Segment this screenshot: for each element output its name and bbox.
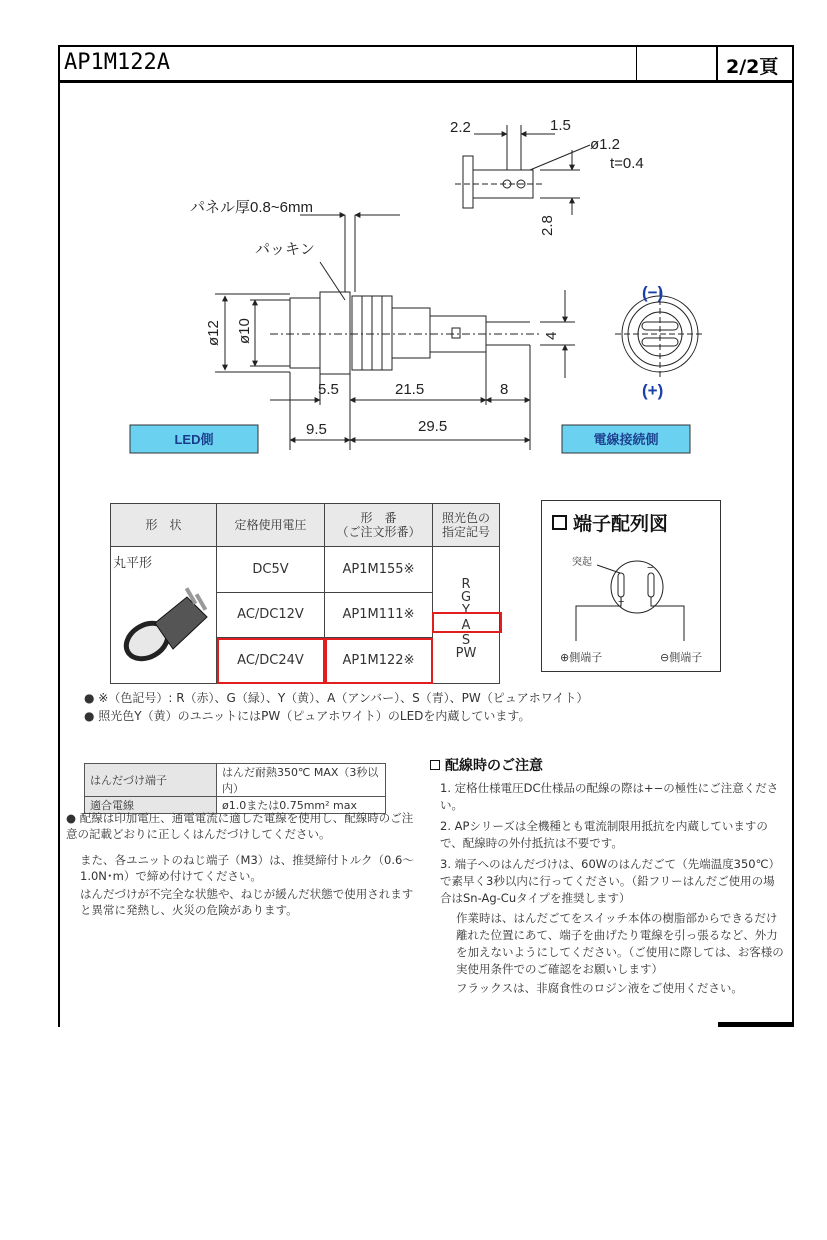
dim-9-5: 9.5	[306, 421, 327, 438]
table-row	[111, 547, 500, 593]
terminal-schematic	[542, 501, 720, 671]
color-code: Y	[462, 603, 470, 618]
solder-label: はんだづけ端子	[85, 764, 217, 797]
dim-d1-2: ø1.2	[590, 136, 621, 153]
product-photo	[115, 579, 215, 669]
terminal-diagram-box	[541, 500, 721, 672]
color-code: S	[461, 633, 471, 648]
document-title: AP1M122A	[64, 50, 170, 75]
terminal-flange	[463, 156, 473, 208]
caution-item-2: 2. APシリーズは全機種とも電流制限用抵抗を内蔵していますので、配線時の外付抵抗は不要です。	[440, 819, 768, 850]
dim-4: 4	[543, 331, 560, 340]
color-code: A	[461, 618, 471, 633]
lens-body	[290, 298, 320, 368]
caution-item-1: 1. 定格仕様電圧DC仕様品の配線の際は+−の極性にご注意ください。	[440, 781, 779, 812]
page-number: 2/2頁	[726, 56, 779, 78]
housing-rear	[392, 308, 430, 358]
col-color-code: 照光色の 指定記号	[433, 504, 500, 547]
caution-title	[430, 755, 543, 775]
wire-side-label: 電線接続側	[593, 432, 659, 447]
dim-d12: ø12	[205, 320, 222, 346]
color-note-text: ※（色記号）: R（赤）、G（緑）、Y（黄）、A（アンバー）、S（青）、PW（ピュアホワイト）	[98, 691, 589, 705]
svg-text:+: +	[618, 596, 625, 608]
part-number-cell-highlighted: AP1M122※	[325, 638, 433, 684]
plus-terminal-label: ⊕側端子	[560, 651, 603, 664]
voltage-cell-highlighted: AC/DC24V	[217, 638, 325, 684]
checkbox-icon	[430, 760, 440, 770]
minus-polarity: (−)	[642, 283, 664, 302]
caution-item-3-flux: フラックスは、非腐食性のロジン液をご使用ください。	[456, 981, 743, 995]
fire-warning-note: はんだづけが不完全な状態や、ねじが緩んだ状態で使用されますと異常に発熱し、火災の危険があります。	[80, 887, 414, 917]
terminal-title-text: 端子配列図	[573, 513, 669, 535]
voltage-cell: DC5V	[217, 547, 325, 593]
dimension-drawing	[0, 0, 827, 470]
color-code: PW	[455, 646, 477, 661]
led-note-text: 照光色Y（黄）のユニットにはPW（ピュアホワイト）のLEDを内蔵しています。	[98, 709, 531, 723]
dim-2-8: 2.8	[539, 215, 556, 236]
caution-item-3-detail: 作業時は、はんだごてをスイッチ本体の樹脂部からできるだけ離れた位置にあて、端子を曲げたり電線を引っ張るなど、外力を加えないようにしてください。（ご使用に際しては、お客様の実使用条件でのご確認をお願いします）	[456, 911, 784, 976]
led-side-label: LED側	[174, 432, 214, 447]
col-voltage: 定格使用電圧	[217, 504, 325, 547]
color-note: ● ※（色記号）: R（赤）、G（緑）、Y（黄）、A（アンバー）、S（青）、PW（ピュアホワイト）	[84, 691, 589, 705]
solder-value: はんだ耐熱350℃ MAX（3秒以内）	[217, 764, 386, 797]
protrusion-label: 突起	[572, 557, 592, 568]
torque-note: また、各ユニットのねじ端子（M3）は、推奨締付トルク（0.6〜1.0N･m）で締め付けてください。	[80, 853, 414, 883]
wire-value: ø1.0または0.75mm² max	[217, 797, 386, 814]
wire-label: 適合電線	[85, 797, 217, 814]
dim-21-5: 21.5	[395, 381, 425, 398]
minus-terminal-label: ⊖側端子	[660, 651, 703, 664]
wiring-note: ● 配線は印加電圧、通電電流に適した電線を使用し、配線時のご注意の記載どおりに正しくはんだづけしてください。	[66, 811, 414, 841]
caution-item-3: 3. 端子へのはんだづけは、60Wのはんだごて（先端温度350℃）で素早く3秒以内に行ってください。（鉛フリーはんだご使用の場合はSn-Ag-Cuタイプを推奨します）	[440, 857, 780, 905]
color-code: G	[460, 590, 472, 605]
panel-flange	[320, 292, 350, 374]
panel-thickness-label: パネル厚0.8~6mm	[190, 199, 313, 216]
shape-cell	[111, 547, 217, 684]
col-shape: 形 状	[111, 504, 217, 547]
led-note: ● 照光色Y（黄）のユニットにはPW（ピュアホワイト）のLEDを内蔵しています。	[84, 709, 531, 723]
col-part-number: 形 番 （ご注文形番）	[325, 504, 433, 547]
color-code: R	[461, 577, 471, 592]
dim-1-5: 1.5	[550, 117, 571, 134]
caution-title-text: 配線時のご注意	[445, 758, 543, 774]
part-number-cell: AP1M111※	[325, 592, 433, 638]
svg-text:−: −	[647, 562, 654, 574]
spec-table	[110, 503, 500, 684]
solder-table	[84, 763, 386, 814]
plus-polarity: (+)	[642, 381, 664, 400]
part-number-cell: AP1M155※	[325, 547, 433, 593]
voltage-cell: AC/DC12V	[217, 592, 325, 638]
dim-29-5: 29.5	[418, 418, 448, 435]
dim-5-5: 5.5	[318, 381, 339, 398]
table-row	[85, 764, 386, 797]
color-highlight-box	[432, 612, 502, 633]
dim-d10: ø10	[236, 318, 253, 344]
dim-2-2: 2.2	[450, 119, 471, 136]
packing-label: パッキン	[255, 241, 315, 258]
table-header-row	[111, 504, 500, 547]
dim-8: 8	[500, 381, 509, 398]
frame-corner-bar	[718, 1022, 794, 1027]
shape-name: 丸平形	[113, 556, 153, 571]
wiring-note-text: 配線は印加電圧、通電電流に適した電線を使用し、配線時のご注意の記載どおりに正しくはんだづけしてください。	[66, 811, 414, 841]
dim-thickness: t=0.4	[610, 155, 644, 172]
